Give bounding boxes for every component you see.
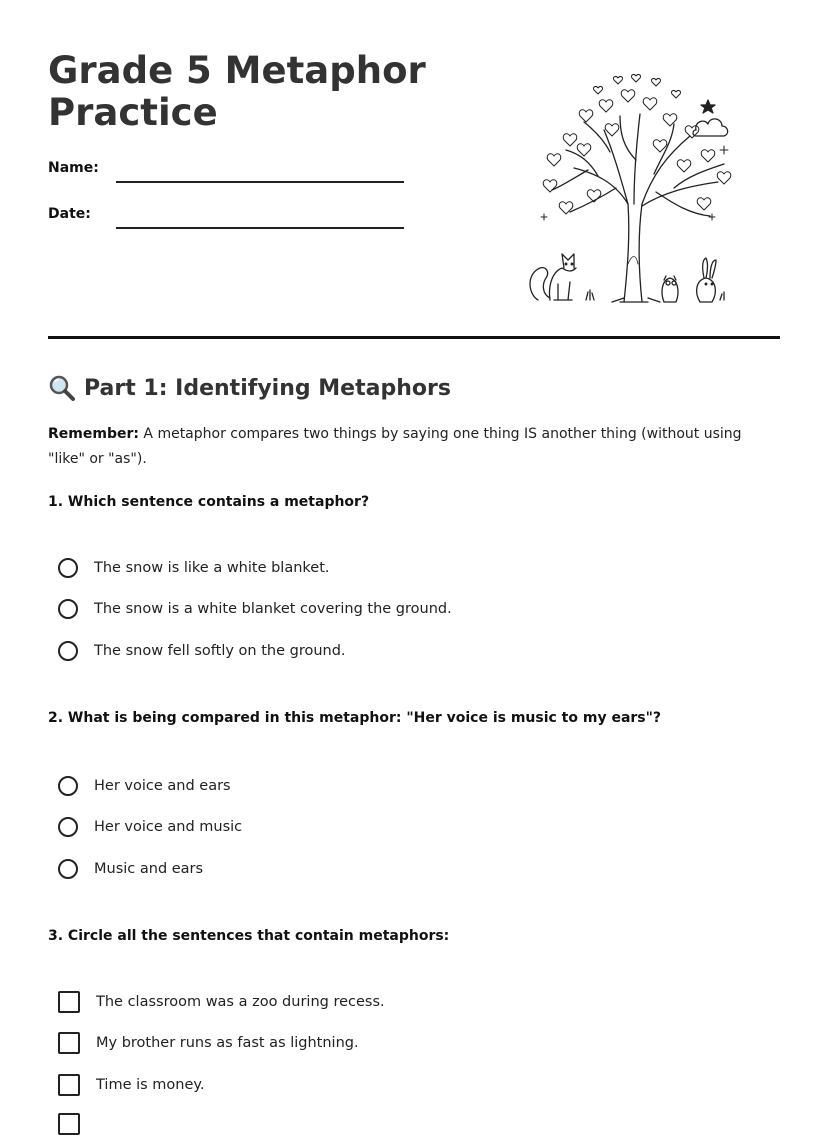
name-field[interactable] bbox=[48, 160, 408, 190]
page-title bbox=[48, 50, 468, 134]
checkbox[interactable] bbox=[58, 991, 80, 1013]
option-label: The snow fell softly on the ground. bbox=[94, 643, 346, 659]
date-write-line[interactable] bbox=[116, 227, 404, 229]
remember-text: A metaphor compares two things by saying one thing IS another thing (without using "like" or "as"). bbox=[48, 426, 742, 467]
question-3-prompt: 3. Circle all the sentences that contain metaphors: bbox=[48, 928, 450, 944]
option-label: Music and ears bbox=[94, 861, 204, 877]
worksheet-header bbox=[48, 44, 780, 306]
radio-button[interactable] bbox=[58, 558, 78, 578]
date-label: Date: bbox=[48, 206, 91, 222]
radio-button[interactable] bbox=[58, 817, 78, 837]
radio-button[interactable] bbox=[58, 859, 78, 879]
checkbox[interactable] bbox=[58, 1113, 80, 1135]
tree-illustration bbox=[524, 64, 754, 304]
question-3-option-b[interactable] bbox=[58, 1031, 359, 1055]
option-label: The snow is a white blanket covering the ground. bbox=[94, 601, 452, 617]
remember-label: Remember: bbox=[48, 426, 139, 442]
worksheet-page bbox=[48, 0, 780, 1118]
option-label: Time is money. bbox=[96, 1077, 205, 1093]
remember-note bbox=[48, 422, 780, 472]
question-2-prompt: 2. What is being compared in this metaphor: "Her voice is music to my ears"? bbox=[48, 710, 662, 726]
part-1-title: Part 1: Identifying Metaphors bbox=[84, 375, 451, 401]
question-1-option-a[interactable] bbox=[58, 556, 330, 580]
question-1-option-b[interactable] bbox=[58, 597, 452, 621]
question-2-option-c[interactable] bbox=[58, 857, 203, 881]
checkbox[interactable] bbox=[58, 1032, 80, 1054]
name-write-line[interactable] bbox=[116, 181, 404, 183]
name-label: Name: bbox=[48, 160, 99, 176]
question-2-option-a[interactable] bbox=[58, 774, 231, 798]
part-1-heading bbox=[48, 374, 451, 402]
date-field[interactable] bbox=[48, 206, 408, 236]
question-2-option-b[interactable] bbox=[58, 815, 242, 839]
radio-button[interactable] bbox=[58, 599, 78, 619]
option-label: The snow is like a white blanket. bbox=[94, 560, 330, 576]
magnifying-glass-icon bbox=[48, 374, 76, 402]
option-label: Her voice and ears bbox=[94, 778, 231, 794]
question-3-option-a[interactable] bbox=[58, 990, 385, 1014]
option-label: Her voice and music bbox=[94, 819, 243, 835]
page-title-line-2: Practice bbox=[48, 91, 218, 134]
question-1-prompt: 1. Which sentence contains a metaphor? bbox=[48, 494, 370, 510]
section-divider bbox=[48, 336, 780, 339]
page-title-line-1: Grade 5 Metaphor bbox=[48, 49, 426, 92]
radio-button[interactable] bbox=[58, 641, 78, 661]
checkbox[interactable] bbox=[58, 1074, 80, 1096]
question-3-option-d[interactable] bbox=[58, 1112, 80, 1136]
option-label: The classroom was a zoo during recess. bbox=[96, 994, 385, 1010]
question-1-option-c[interactable] bbox=[58, 639, 346, 663]
radio-button[interactable] bbox=[58, 776, 78, 796]
question-3-option-c[interactable] bbox=[58, 1073, 205, 1097]
option-label: My brother runs as fast as lightning. bbox=[96, 1035, 359, 1051]
